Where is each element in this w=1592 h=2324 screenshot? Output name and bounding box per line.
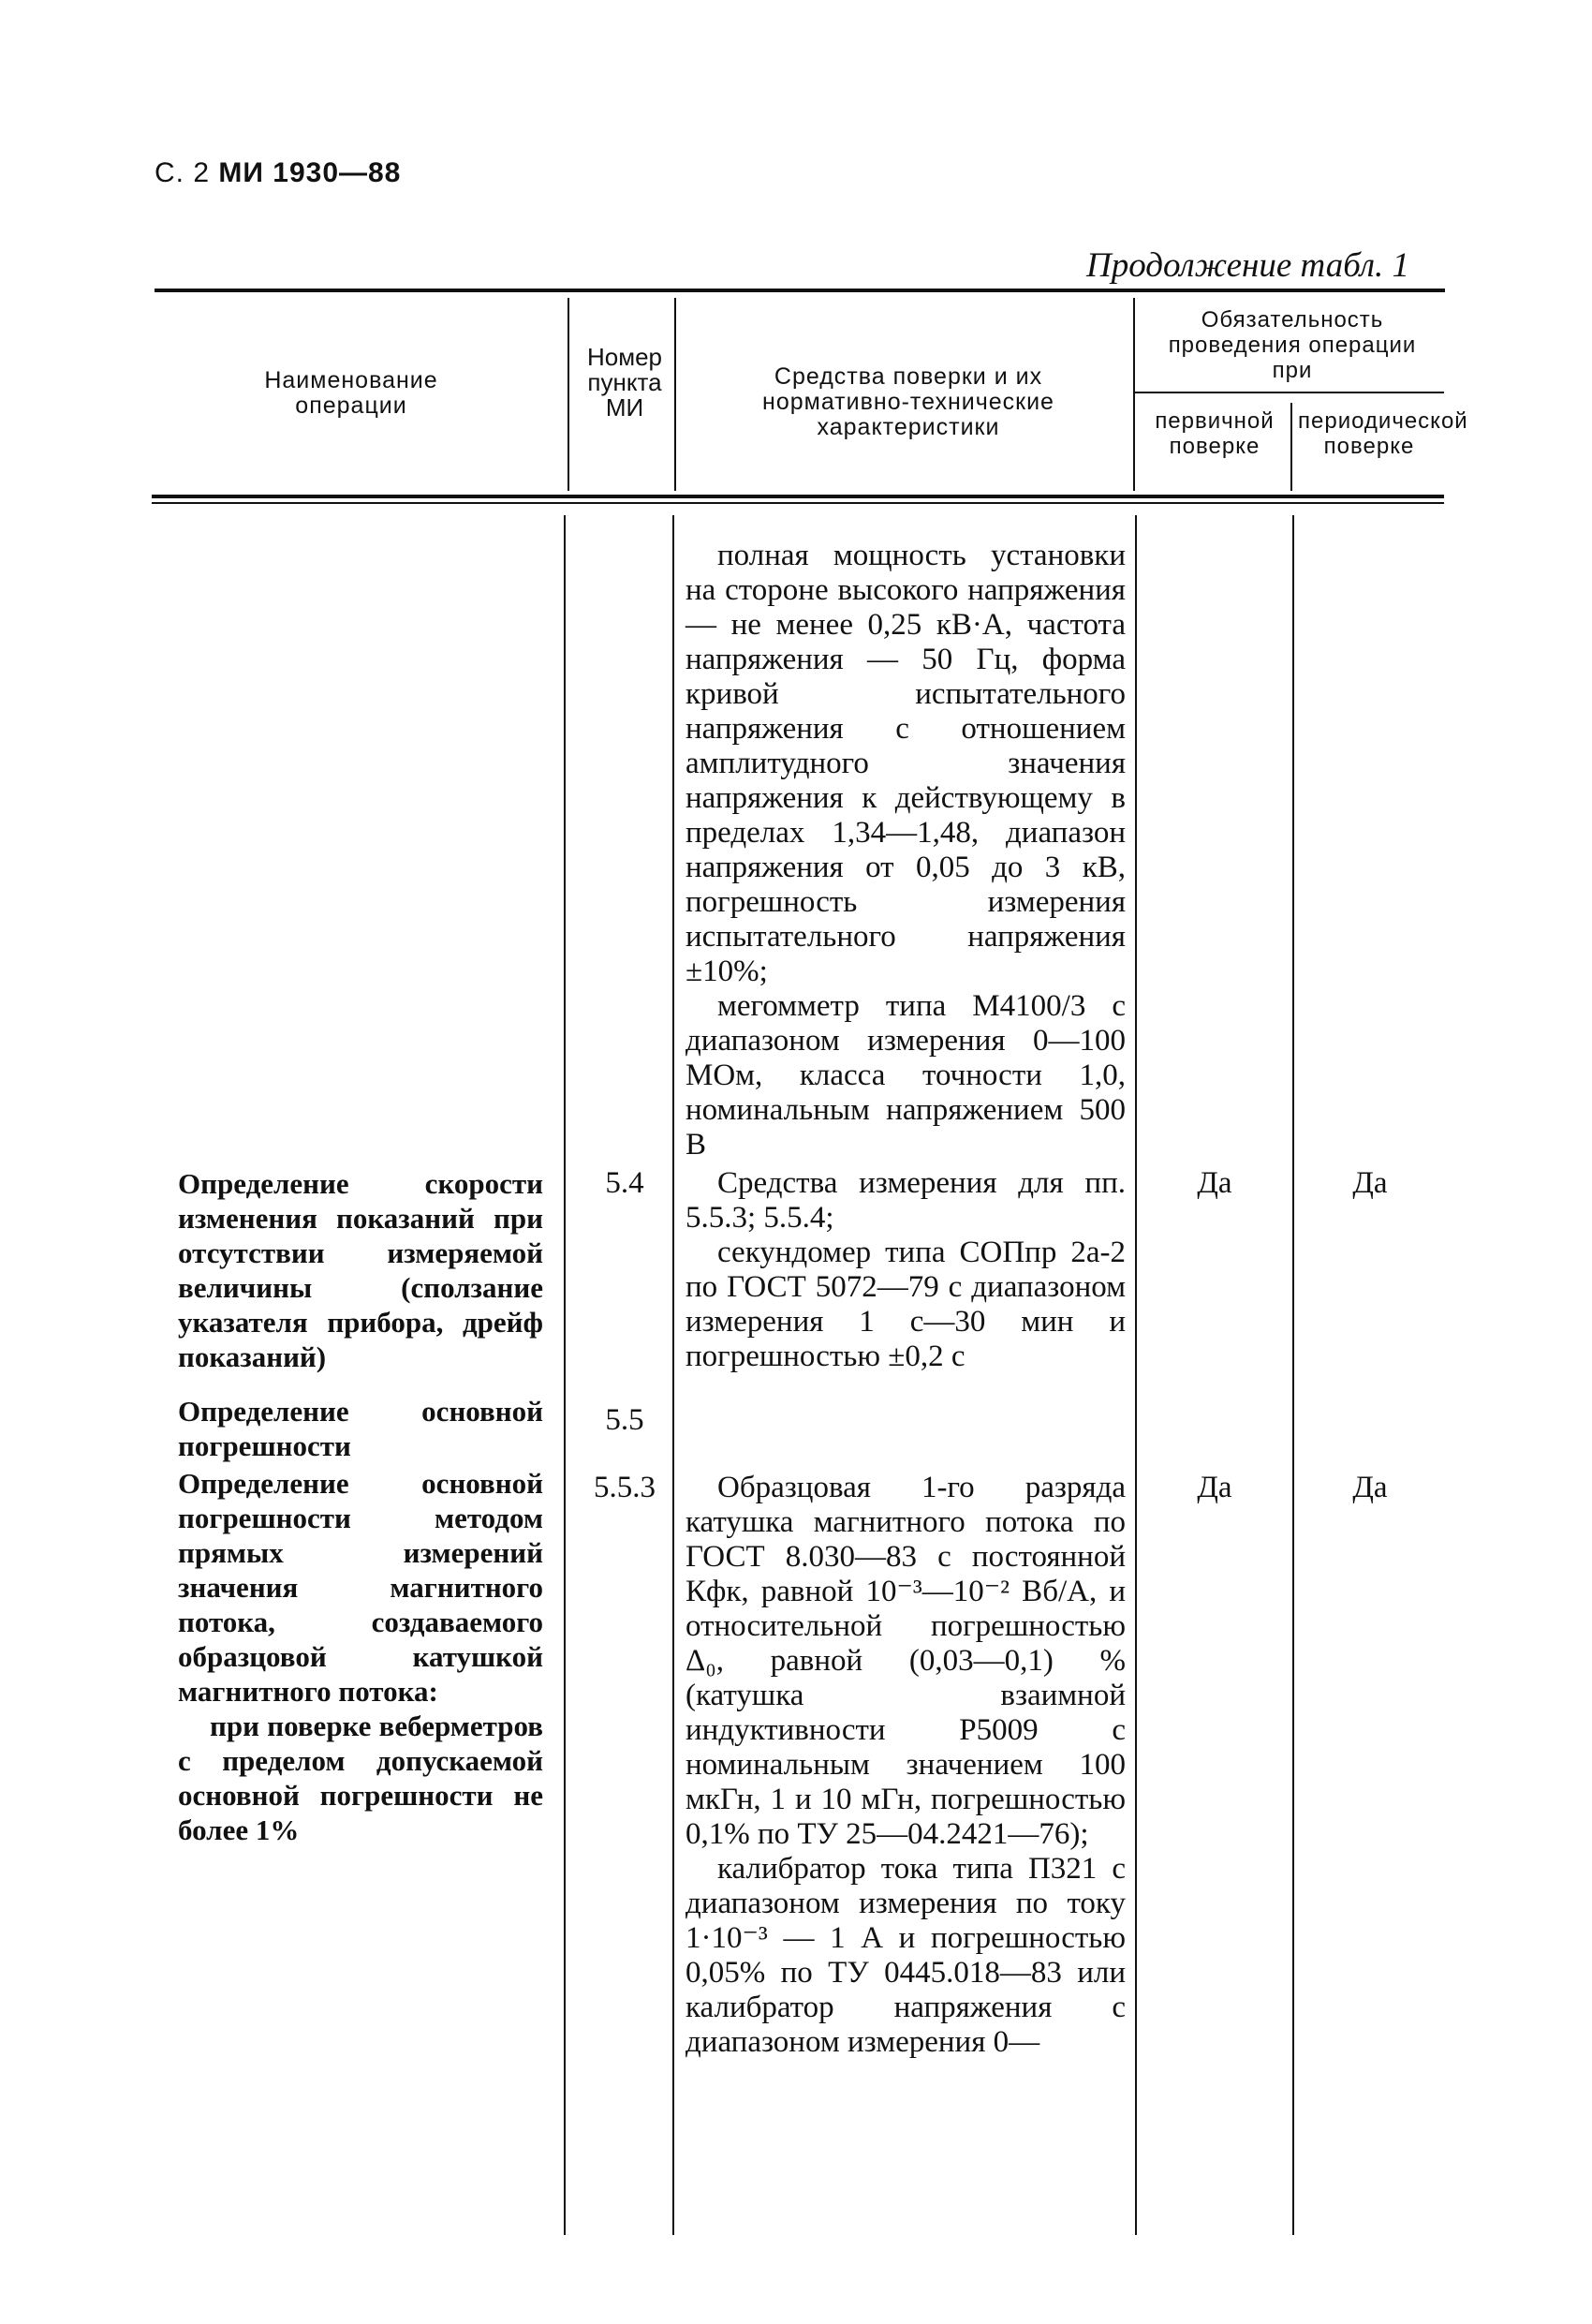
col-header-obligation: Обязательность проведения операции при xyxy=(1168,307,1417,383)
operation-text: Определение основной погрешности методом прямых измерений значения магнитного потока, создаваемого образцовой катушкой магнитного потока: xyxy=(178,1467,543,1708)
operation-cell: Определение скорости изменения показаний при отсутствии измеряемой величины (сползание указателя прибора, дрейф показаний) xyxy=(178,1167,543,1373)
header-divider-2 xyxy=(674,298,676,491)
means-cell xyxy=(685,1166,1126,1374)
means-paragraph: секундомер типа СОПпр 2а-2 по ГОСТ 5072—79 с диапазоном измерения 1 с—30 мин и погрешностью ±0,2 с xyxy=(685,1236,1126,1373)
col-header-periodic: периодической поверке xyxy=(1298,408,1468,459)
body-divider-4 xyxy=(1292,515,1294,2235)
clause-number-cell: 5.5 xyxy=(605,1403,644,1437)
clause-number-cell: 5.4 xyxy=(605,1166,644,1200)
operation-cell: Определение основной погрешности xyxy=(178,1395,543,1462)
page-header xyxy=(155,157,401,189)
means-paragraph: полная мощность установки на стороне высокого напряжения — не менее 0,25 кВ·А, частота напряжения — 50 Гц, форма кривой испытательного напряжения с отношением амплитудного значения напряжения к действующему в пределах 1,34—1,48, диапазон напряжения от 0,05 до 3 кВ, погрешность измерения испытательного напряжения ±10%; xyxy=(685,539,1126,988)
header-obligation-rule xyxy=(1135,392,1444,393)
header-divider-4 xyxy=(1290,403,1292,491)
col-header-initial: первичной поверке xyxy=(1155,408,1275,459)
body-divider-1 xyxy=(564,515,566,2235)
periodic-check-cell: Да xyxy=(1352,1166,1388,1200)
body-divider-3 xyxy=(1135,515,1137,2235)
header-bottom-rule-2 xyxy=(152,502,1444,504)
means-paragraph: калибратор тока типа П321 с диапазоном измерения по току 1·10⁻³ — 1 А и погрешностью 0,05% по ТУ 0445.018—83 или калибратор напряжения с диапазоном измерения 0— xyxy=(685,1852,1126,2059)
page-ref-prefix: С. 2 xyxy=(155,157,211,188)
periodic-check-cell: Да xyxy=(1352,1471,1388,1504)
header-divider-3 xyxy=(1133,298,1135,491)
initial-check-cell: Да xyxy=(1197,1471,1232,1504)
initial-check-cell: Да xyxy=(1197,1166,1232,1200)
means-paragraph: Средства измерения для пп. 5.5.3; 5.5.4; xyxy=(685,1166,1126,1235)
clause-number-cell: 5.5.3 xyxy=(594,1471,656,1504)
means-paragraph: Образцовая 1-го разряда катушка магнитного потока по ГОСТ 8.030—83 с постоянной Кфк, равной 10⁻³—10⁻² Вб/А, и относительной погрешностью Δ₀, равной (0,03—0,1) % (катушка взаимной индуктивности Р5009 с номинальным значением 100 мкГн, 1 и 10 мГн, погрешностью 0,1% по ТУ 25—04.2421—76); xyxy=(685,1471,1126,1851)
header-bottom-rule xyxy=(152,495,1444,498)
means-cell xyxy=(685,1471,1126,2060)
col-header-operation: Наименование операции xyxy=(264,367,438,419)
body-divider-2 xyxy=(672,515,674,2235)
operation-subtext: при поверке веберметров с пределом допускаемой основной погрешности не более 1% xyxy=(178,1710,543,1846)
means-cell-continued xyxy=(685,539,1126,1162)
continuation-label: Продолжение табл. 1 xyxy=(1086,246,1410,285)
operation-cell xyxy=(178,1466,543,1847)
col-header-clause-number: Номер пункта МИ xyxy=(586,343,663,422)
header-divider-1 xyxy=(568,298,569,491)
document-code: МИ 1930—88 xyxy=(218,157,402,188)
table-top-rule xyxy=(155,289,1445,292)
col-header-means: Средства поверки и их нормативно-технические характеристики xyxy=(762,363,1054,440)
means-paragraph: мегомметр типа М4100/3 с диапазоном измерения 0—100 МОм, класса точности 1,0, номинальным напряжением 500 В xyxy=(685,989,1126,1162)
